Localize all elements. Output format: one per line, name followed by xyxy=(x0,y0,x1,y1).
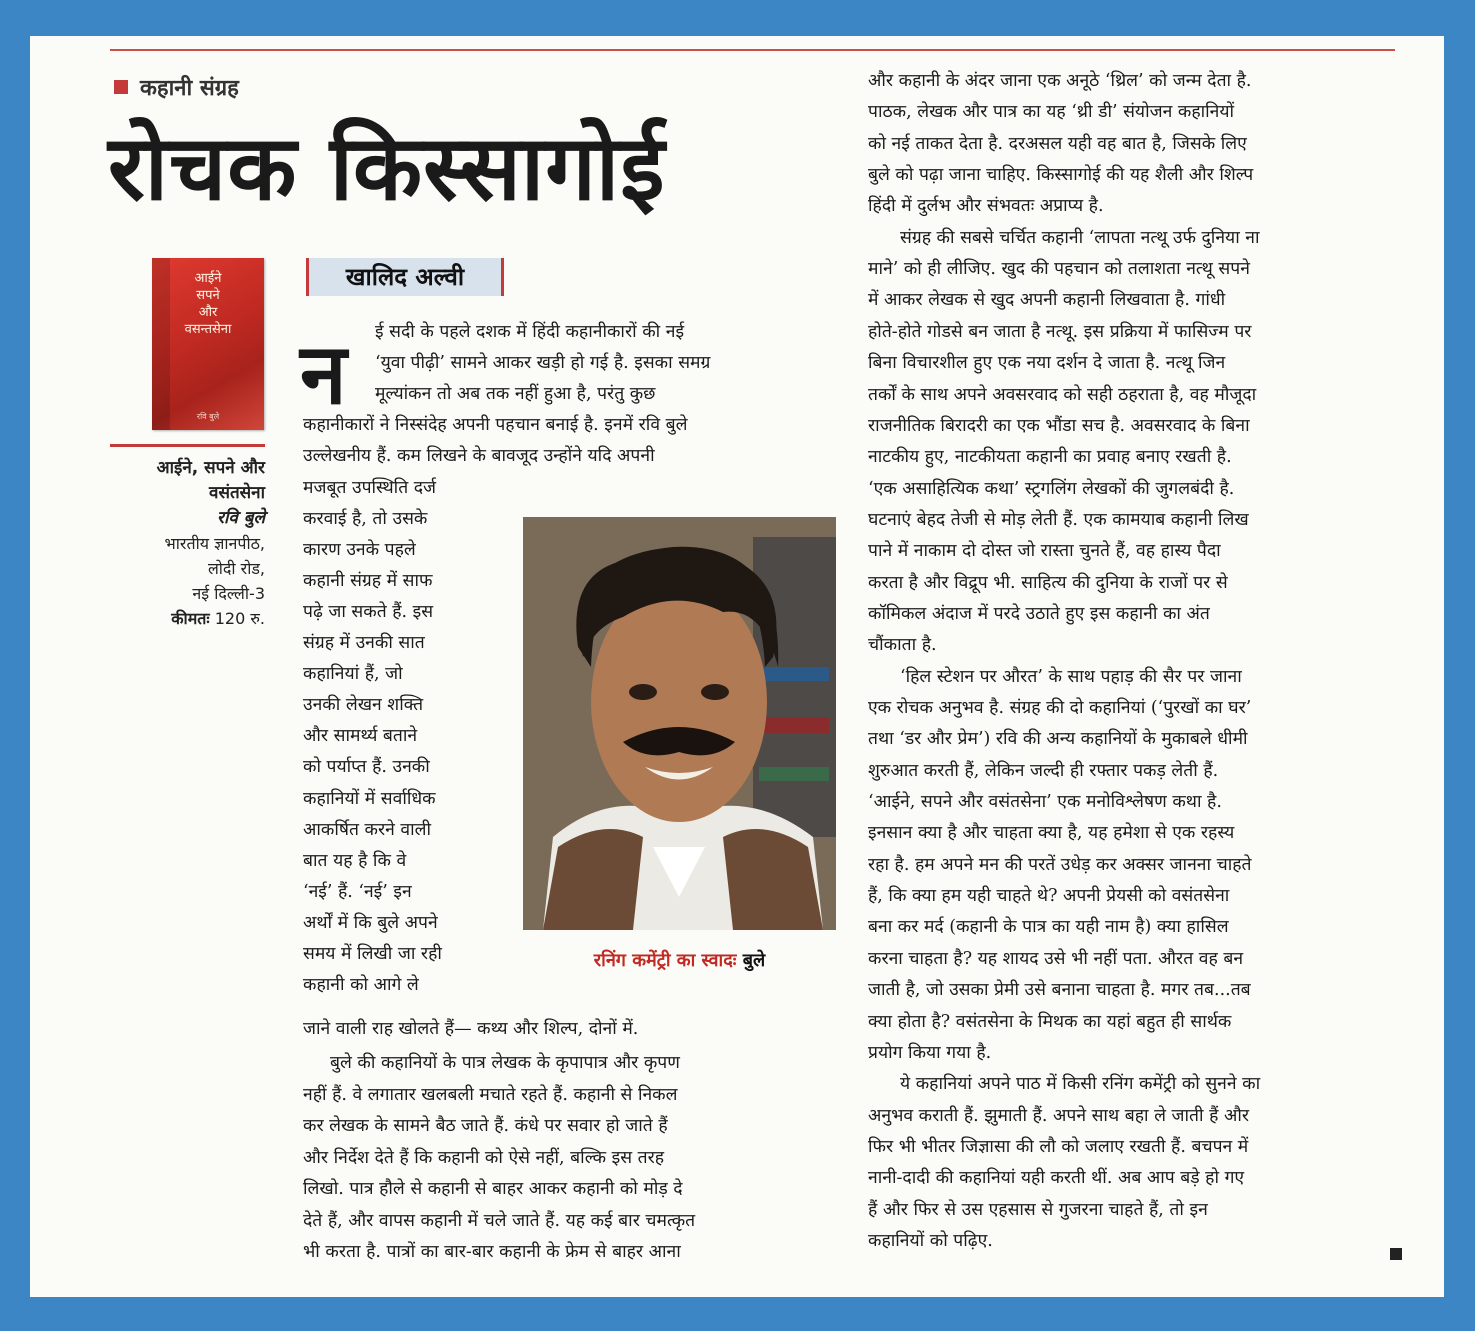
address-line2: नई दिल्ली-3 xyxy=(192,584,265,603)
column1-text-line: नहीं हैं. वे लगातार खलबली मचाते रहते हैं. कहानी से निकल xyxy=(303,1084,678,1105)
column2-text-line: होते-होते गोडसे बन जाता है नत्थू. इस प्रक्रिया में फासिज्म पर xyxy=(868,321,1252,342)
column2-text-line: हैं और फिर से उस एहसास से गुजरना चाहते हैं, तो इन xyxy=(868,1199,1208,1220)
column1-text-line: जाने वाली राह खोलते हैं— कथ्य और शिल्प, दोनों में. xyxy=(303,1019,639,1039)
column2-text-line: ये कहानियां अपने पाठ में किसी रनिंग कमेंट्री को सुनने का xyxy=(900,1074,1261,1095)
price: कीमतः 120 रु. xyxy=(171,609,265,628)
column2-text-line: तर्कों के साथ अपने अवसरवाद को सही ठहराता है, वह मौजूदा xyxy=(868,384,1257,405)
column2-text-line: पाने में नाकाम दो दोस्त जो रास्ता चुनते हैं, वह हास्य पैदा xyxy=(868,541,1221,562)
column1-text-line: कहानियों में सर्वाधिक xyxy=(303,788,436,809)
author-portrait-image xyxy=(523,517,836,930)
column1-text-line: उनकी लेखन शक्ति xyxy=(303,695,424,716)
column1-text-line: ‘युवा पीढ़ी’ सामने आकर खड़ी हो गई है. इसका समग्र xyxy=(375,353,711,374)
column2-text-line: एक रोचक अनुभव है. संग्रह की दो कहानियां (‘पुरखों का घर’ xyxy=(868,698,1252,718)
column1-text-line: कारण उनके पहले xyxy=(303,539,416,560)
column2-text-line: बुले को पढ़ा जाना चाहिए. किस्सागोई की यह शैली और शिल्प xyxy=(868,165,1254,186)
column1-text-line: और निर्देश देते हैं कि कहानी को ऐसे नहीं, बल्कि इस तरह xyxy=(303,1147,665,1168)
column2-text-line: माने’ को ही लीजिए. खुद की पहचान को तलाशता नत्थू सपने xyxy=(868,259,1250,280)
column1-text-line: मूल्यांकन तो अब तक नहीं हुआ है, परंतु कुछ xyxy=(375,384,656,405)
column2-text-line: जाती है, जो उसका प्रेमी उसे बनाना चाहता है. मगर तब...तब xyxy=(868,980,1251,1001)
book-cover-title: आईने सपने और वसन्तसेना xyxy=(184,271,232,337)
column1-text-line: बात यह है कि वे xyxy=(303,850,407,871)
column1-text-line: समय में लिखी जा रही xyxy=(303,944,442,964)
column2-text-line: चौंकाता है. xyxy=(868,635,937,656)
column2-text-line: नाटकीय हुए, नाटकीयता कहानी का प्रवाह बनाए रखती है. xyxy=(868,447,1232,468)
column2-text-line: हैं, कि क्या हम यही चाहते थे? अपनी प्रेयसी को वसंतसेना xyxy=(868,886,1230,907)
column2-text-line: बना कर मर्द (कहानी के पात्र का यही नाम है) क्या हासिल xyxy=(868,917,1229,938)
column1-text-line: ई सदी के पहले दशक में हिंदी कहानीकारों की नई xyxy=(375,322,685,342)
column2-text-line: को नई ताकत देता है. दरअसल यही वह बात है, जिसके लिए xyxy=(868,133,1247,154)
column2-text-line: फिर भी भीतर जिज्ञासा की लौ को जलाए रखती हैं. बचपन में xyxy=(868,1136,1249,1157)
column2-text-line: क्या होता है? वसंतसेना के मिथक का यहां बहुत ही सार्थक xyxy=(868,1011,1232,1032)
column2-text-line: रहा है. हम अपने मन की परतें उधेड़ कर अक्सर जानना चाहते xyxy=(868,854,1252,875)
column2-text-line: कॉमिकल अंदाज में परदे उठाते हुए इस कहानी का अंत xyxy=(868,603,1210,624)
book-author: रवि बुले xyxy=(217,508,265,528)
column2-text-line: कहानियों को पढ़िए. xyxy=(868,1230,993,1251)
column1-text-line: देते हैं, और वापस कहानी में चले जाते हैं. यह कई बार चमत्कृत xyxy=(303,1210,696,1231)
column2-text-line: अनुभव कराती हैं. झुमाती हैं. अपने साथ बहा ले जाती हैं और xyxy=(868,1105,1250,1126)
column2-text-line: ‘हिल स्टेशन पर औरत’ के साथ पहाड़ की सैर पर जाना xyxy=(900,666,1242,687)
column1-text-line: कर लेखक के सामने बैठ जाते हैं. कंधे पर सवार हो जाते हैं xyxy=(303,1116,668,1136)
drop-cap: न xyxy=(300,325,347,423)
column2-text-line: करता है और विद्रूप भी. साहित्य की दुनिया के राजों पर से xyxy=(868,572,1228,593)
column1-text-line: कहानीकारों ने निस्संदेह अपनी पहचान बनाई है. इनमें रवि बुले xyxy=(303,415,688,436)
section-kicker xyxy=(114,72,239,102)
top-rule xyxy=(110,49,1395,51)
column2-text-line: संग्रह की सबसे चर्चित कहानी ‘लापता नत्थू उर्फ दुनिया ना xyxy=(900,227,1260,248)
column1-text-line: कहानियां हैं, जो xyxy=(303,664,403,685)
column2-text-line: में आकर लेखक से खुद अपनी कहानी लिखवाता है. गांधी xyxy=(868,290,1226,311)
column1-text-line: और सामर्थ्य बताने xyxy=(303,726,418,747)
column2-text-line: इनसान क्या है और चाहता क्या है, यह हमेशा से एक रहस्य xyxy=(868,823,1235,844)
column2-text-line: शुरुआत करती हैं, लेकिन जल्दी ही रफ्तार पकड़ लेती हैं. xyxy=(868,760,1219,781)
column1-text-line: आकर्षित करने वाली xyxy=(303,819,432,840)
newspaper-page xyxy=(30,36,1444,1297)
column2-text-line: ‘आईने, सपने और वसंतसेना’ एक मनोविश्लेषण कथा है. xyxy=(868,792,1222,813)
column2-text-line: राजनीतिक बिरादरी का एक भौंडा सच है. अवसरवाद के बिना xyxy=(868,415,1250,436)
byline: खालिद अल्वी xyxy=(306,258,504,296)
column2-text-line: घटनाएं बेहद तेजी से मोड़ लेती हैं. एक कामयाब कहानी लिख xyxy=(868,509,1249,530)
column2-text-line: ‘एक असाहित्यिक कथा’ स्ट्रगलिंग लेखकों की जुगलबंदी है. xyxy=(868,478,1235,499)
book-spine-shade xyxy=(152,258,170,430)
kicker-text: कहानी संग्रह xyxy=(140,76,239,101)
column2-text-line: हिंदी में दुर्लभ और संभवतः अप्राप्य है. xyxy=(868,196,1104,217)
column2-text-line: तथा ‘डर और प्रेम’) रवि की अन्य कहानियों के मुकाबले धीमी xyxy=(868,729,1248,750)
headline: रोचक किस्सागोई xyxy=(108,116,666,221)
column1-text-line: उल्लेखनीय हैं. कम लिखने के बावजूद उन्होंने यदि अपनी xyxy=(303,446,655,467)
column1-text-line: करवाई है, तो उसके xyxy=(303,508,428,529)
column1-text-line: संग्रह में उनकी सात xyxy=(303,633,425,653)
column2-text-line: और कहानी के अंदर जाना एक अनूठे ‘थ्रिल’ को जन्म देता है. xyxy=(868,71,1252,91)
column1-text-line: ‘नई’ हैं. ‘नई’ इन xyxy=(303,881,412,902)
photo-caption: रनिंग कमेंट्री का स्वादः बुले xyxy=(593,950,766,971)
column1-text-line: कहानी संग्रह में साफ xyxy=(303,570,433,591)
book-title-line2: वसंतसेना xyxy=(209,483,265,503)
publisher: भारतीय ज्ञानपीठ, xyxy=(164,534,265,553)
column1-text-line: को पर्याप्त हैं. उनकी xyxy=(303,757,430,778)
column2-text-line: प्रयोग किया गया है. xyxy=(868,1042,992,1063)
address-line1: लोदी रोड, xyxy=(207,559,265,578)
sidebar-rule xyxy=(110,444,265,447)
column2-text-line: पाठक, लेखक और पात्र का यह ‘थ्री डी’ संयोजन कहानियों xyxy=(868,102,1235,123)
column1-text-line: कहानी को आगे ले xyxy=(303,975,419,996)
column2-text-line: नानी-दादी की कहानियां यही करती थीं. अब आप बड़े हो गए xyxy=(868,1168,1245,1189)
column2-text-line: बिना विचारशील हुए एक नया दर्शन दे जाता है. नत्थू जिन xyxy=(868,353,1226,374)
column1-text-line: पढ़े जा सकते हैं. इस xyxy=(303,601,434,622)
book-cover-author: रवि बुले xyxy=(196,412,220,421)
column1-text-line: अर्थों में कि बुले अपने xyxy=(303,912,438,933)
column1-text-line: भी करता है. पात्रों का बार-बार कहानी के फ्रेम से बाहर आना xyxy=(303,1242,681,1262)
end-mark-square-icon xyxy=(1390,1248,1402,1260)
column1-text-line: लिखो. पात्र हौले से कहानी से बाहर आकर कहानी को मोड़ दे xyxy=(303,1179,683,1199)
book-cover xyxy=(152,258,264,430)
book-title-line1: आईने, सपने और xyxy=(156,458,265,478)
column1-text-line: मजबूत उपस्थिति दर्ज xyxy=(303,477,437,498)
author-photo xyxy=(523,517,836,930)
book-info-sidebar xyxy=(110,456,265,631)
column2-text-line: करना चाहता है? यह शायद उसे भी नहीं पता. औरत वह बन xyxy=(868,948,1244,969)
kicker-square-icon xyxy=(114,80,128,94)
column1-text-line: बुले की कहानियों के पात्र लेखक के कृपापात्र और कृपण xyxy=(330,1053,680,1073)
